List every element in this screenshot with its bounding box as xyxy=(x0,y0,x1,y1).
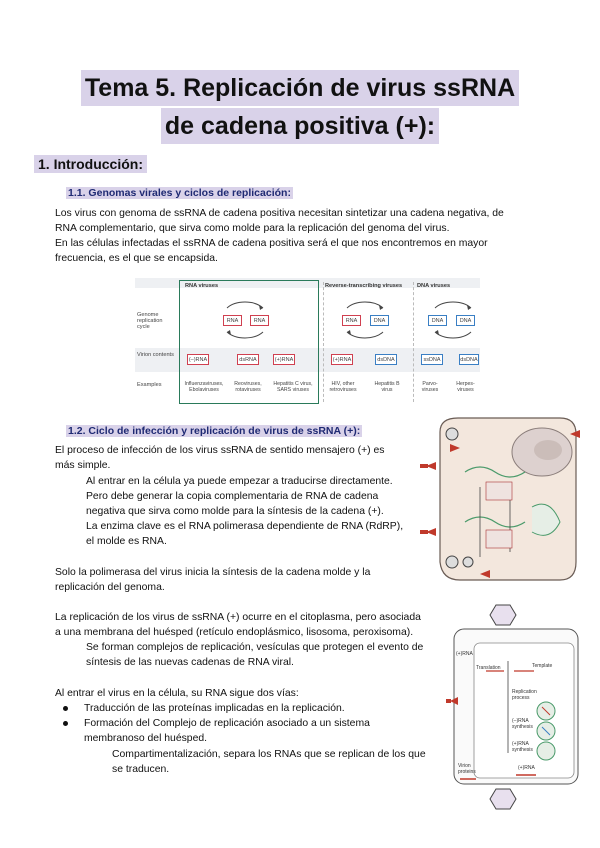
example-2: Reoviruses, rotaviruses xyxy=(234,381,262,393)
paragraph-1-2-a: El proceso de infección de los virus ssRNA de sentido mensajero (+) es más simple. xyxy=(55,445,385,471)
bullet-icon xyxy=(63,706,68,711)
example-7: Herpes-viruses xyxy=(456,381,475,393)
col-dna-viruses: DNA viruses xyxy=(417,283,451,289)
content-dsrna: dsRNA xyxy=(237,354,259,365)
col-rt-viruses: Reverse-transcribing viruses xyxy=(325,283,403,289)
sub-indent-item: Compartimentalización, separa los RNAs que se replican de los que se traducen. xyxy=(112,749,426,775)
cycle-box-rna-2: RNA xyxy=(250,315,269,326)
content-pos-rna: (+)RNA xyxy=(273,354,295,365)
fig3-label-1: (+)RNA xyxy=(456,651,473,657)
paragraph-1-2-c: La replicación de los virus de ssRNA (+) ocurre en el citoplasma, pero asociada a una membrana del huésped (retículo endoplásmico, lisosoma, peroxisoma). xyxy=(55,612,421,638)
cycle-box-dna-1: DNA xyxy=(370,315,389,326)
content-ssdna: ssDNA xyxy=(421,354,443,365)
example-5: Hepatitis B virus xyxy=(374,381,400,393)
paragraph-1-1-a: Los virus con genoma de ssRNA de cadena positiva necesitan sintetizar una cadena negativa, de RNA complementario, que sirva como molde para la replicación del genoma del virus. En las células infectadas el ssRNA de cadena positiva será el que nos encontremos en mayor frecuencia, es el que se encapsida. xyxy=(55,208,504,264)
content-dsdna: dsDNA xyxy=(375,354,397,365)
fig3-label-5: (–)RNA synthesis xyxy=(512,718,533,730)
cycle-box-rna-3: RNA xyxy=(342,315,361,326)
content-dsdna-2: dsDNA xyxy=(459,354,479,365)
example-4: HIV, other retroviruses xyxy=(329,381,357,393)
fig3-label-4: Replication process xyxy=(512,689,537,701)
fig3-label-7: Virion proteins xyxy=(458,763,476,775)
example-6: Parvo-viruses xyxy=(421,381,439,393)
content-neg-rna: (–)RNA xyxy=(187,354,209,365)
subheading-1-2: 1.2. Ciclo de infección y replicación de virus de ssRNA (+): xyxy=(68,425,361,437)
genome-replication-table-figure xyxy=(135,278,480,405)
page-title xyxy=(0,70,600,146)
fig3-label-6: (+)RNA synthesis xyxy=(512,741,533,753)
bullet-item-1: Traducción de las proteínas implicadas en la replicación. xyxy=(84,703,345,714)
content-rt-pos-rna: (+)RNA xyxy=(331,354,353,365)
fig3-label-3: Template xyxy=(532,663,553,669)
example-1: Influenzaviruses, Ebolaviruses xyxy=(184,381,224,393)
cycle-box-rna-1: RNA xyxy=(223,315,242,326)
title-line-2: de cadena positiva (+): xyxy=(161,108,439,144)
row-virion-contents: Virion contents xyxy=(137,352,174,358)
example-3: Hepatitis C virus, SARS viruses xyxy=(273,381,313,393)
indent-list-2: Se forman complejos de replicación, vesículas que protegen el evento de síntesis de las nuevas cadenas de RNA viral. xyxy=(86,642,424,668)
paragraph-1-2-d: Al entrar el virus en la célula, su RNA sigue dos vías: xyxy=(55,688,299,699)
bullet-icon xyxy=(63,721,68,726)
cycle-box-dna-2: DNA xyxy=(428,315,447,326)
col-rna-viruses: RNA viruses xyxy=(185,283,219,289)
indent-list-1: Al entrar en la célula ya puede empezar a traducirse directamente. Pero debe generar la copia complementaria de RNA de cadena negativa que sirva como molde para la síntesis de la cadena (+). La enzima clave es el RNA polimerasa dependiente de RNA (RdRP), el molde es RNA. xyxy=(86,476,404,547)
cycle-box-dna-3: DNA xyxy=(456,315,475,326)
infection-cycle-cell-diagram xyxy=(420,412,580,587)
paragraph-1-2-b: Solo la polimerasa del virus inicia la síntesis de la cadena molde y la replicación del genoma. xyxy=(55,567,371,593)
row-replication-cycle: Genome replication cycle xyxy=(137,312,163,330)
replication-complex-diagram xyxy=(446,603,586,813)
row-examples: Examples xyxy=(137,382,162,388)
subheading-1-1: 1.1. Genomas virales y ciclos de replicación: xyxy=(68,187,291,199)
fig3-label-2: Translation xyxy=(476,665,501,671)
fig3-label-8: (+)RNA xyxy=(518,765,535,771)
title-line-1: Tema 5. Replicación de virus ssRNA xyxy=(81,70,519,106)
section-heading: 1. Introducción: xyxy=(34,155,147,173)
bullet-item-2: Formación del Complejo de replicación asociado a un sistema membranoso del huésped. xyxy=(84,718,370,744)
